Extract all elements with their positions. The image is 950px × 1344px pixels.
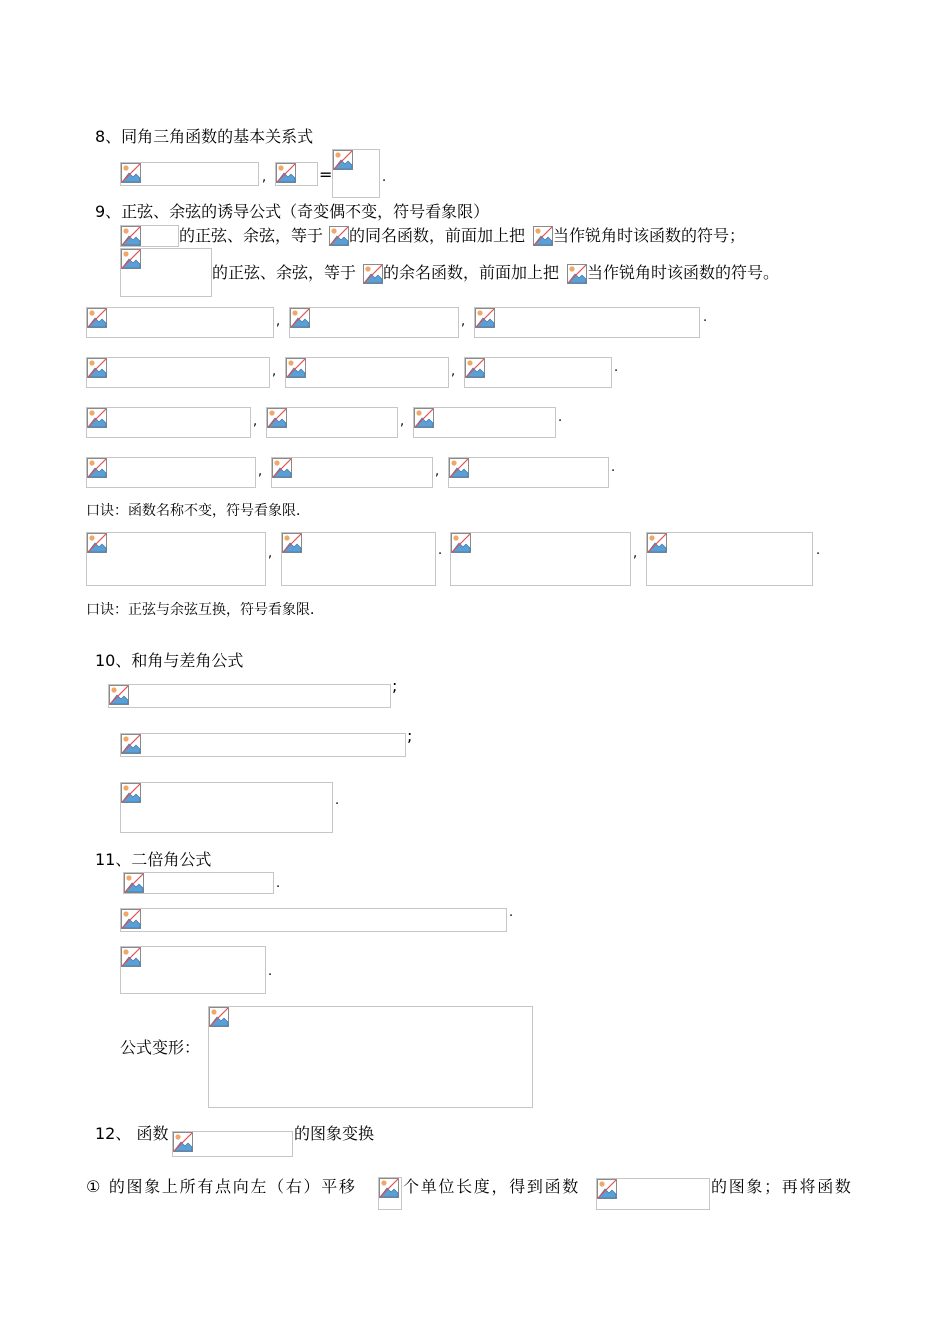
formula-image (363, 264, 383, 284)
separator: , (253, 414, 258, 429)
broken-image-icon (329, 226, 349, 246)
text-segment: 的正弦、余弦，等于 (179, 226, 324, 245)
formula-image (378, 1177, 402, 1210)
section-9-title: 9、正弦、余弦的诱导公式（奇变偶不变，符号看象限） (95, 202, 490, 221)
mnemonic-2: 口诀：正弦与余弦互换，符号看象限． (86, 602, 324, 618)
broken-image-icon (87, 308, 107, 328)
period: . (558, 410, 563, 425)
formula-image (413, 407, 556, 438)
text-segment: 个单位长度，得到函数 (403, 1177, 581, 1196)
broken-image-icon (276, 163, 296, 183)
broken-image-icon (290, 308, 310, 328)
formula-image (123, 872, 274, 894)
broken-image-icon (449, 458, 469, 478)
formula-image (281, 532, 436, 586)
broken-image-icon (109, 685, 129, 705)
broken-image-icon (121, 163, 141, 183)
semicolon: ; (392, 676, 398, 695)
broken-image-icon (124, 873, 144, 893)
formula-image (86, 532, 266, 586)
broken-image-icon (475, 308, 495, 328)
period: . (614, 360, 619, 375)
formula-image (448, 457, 609, 488)
period: . (509, 905, 514, 920)
text-segment: 的同名函数，前面加上把 (349, 226, 526, 245)
broken-image-icon (209, 1007, 229, 1027)
period: . (816, 543, 821, 558)
period: . (335, 793, 340, 808)
broken-image-icon (87, 358, 107, 378)
formula-image (464, 357, 612, 388)
formula-image (289, 307, 459, 338)
separator: , (272, 364, 277, 379)
formula-image (266, 407, 398, 438)
broken-image-icon (282, 533, 302, 553)
period: . (276, 876, 281, 891)
formula-image (208, 1006, 533, 1108)
broken-image-icon (121, 226, 141, 246)
text-segment: 的图象变换 (294, 1124, 375, 1143)
section-8-title: 8、同角三角函数的基本关系式 (95, 127, 314, 146)
text-segment: ① 的图象上所有点向左（右）平移 (86, 1177, 357, 1196)
broken-image-icon (647, 533, 667, 553)
period: . (382, 170, 387, 185)
broken-image-icon (451, 533, 471, 553)
formula-image (275, 162, 318, 186)
formula-image (120, 248, 212, 297)
section-11-title: 11、二倍角公式 (95, 850, 212, 869)
period: . (611, 460, 616, 475)
broken-image-icon (121, 249, 141, 269)
formula-image (120, 946, 266, 994)
broken-image-icon (333, 150, 353, 170)
separator: , (633, 546, 638, 561)
formula-image (120, 225, 179, 247)
formula-image (120, 908, 507, 932)
formula-image (332, 149, 380, 198)
broken-image-icon (87, 408, 107, 428)
mnemonic-1: 口诀：函数名称不变，符号看象限． (86, 503, 310, 519)
formula-image (86, 357, 270, 388)
broken-image-icon (87, 533, 107, 553)
broken-image-icon (121, 947, 141, 967)
formula-image (86, 407, 251, 438)
formula-image (474, 307, 700, 338)
broken-image-icon (414, 408, 434, 428)
separator: , (262, 170, 267, 185)
separator: , (258, 464, 263, 479)
period: . (438, 543, 443, 558)
period: . (268, 964, 273, 979)
broken-image-icon (533, 226, 553, 246)
broken-image-icon (379, 1178, 399, 1198)
formula-image (329, 226, 349, 246)
broken-image-icon (173, 1132, 193, 1152)
formula-image (567, 264, 587, 284)
formula-image (646, 532, 813, 586)
broken-image-icon (363, 264, 383, 284)
text-segment: 的图象；再将函数 (711, 1177, 853, 1196)
separator: , (276, 314, 281, 329)
broken-image-icon (597, 1179, 617, 1199)
broken-image-icon (87, 458, 107, 478)
text-segment: 的正弦、余弦，等于 (212, 263, 357, 282)
formula-image (86, 457, 256, 488)
text-segment: 当作锐角时该函数的符号。 (587, 263, 780, 282)
equals-sign: = (319, 165, 333, 184)
broken-image-icon (272, 458, 292, 478)
formula-image (86, 307, 274, 338)
formula-transform-label: 公式变形： (120, 1038, 201, 1057)
formula-image (450, 532, 631, 586)
broken-image-icon (121, 909, 141, 929)
separator: , (268, 546, 273, 561)
formula-image (120, 162, 259, 186)
semicolon: ; (407, 726, 413, 745)
broken-image-icon (267, 408, 287, 428)
formula-image (120, 782, 333, 833)
broken-image-icon (286, 358, 306, 378)
formula-image (285, 357, 449, 388)
text-segment: 的余名函数，前面加上把 (383, 263, 560, 282)
separator: , (435, 464, 440, 479)
broken-image-icon (567, 264, 587, 284)
separator: , (451, 364, 456, 379)
formula-image (596, 1178, 710, 1210)
formula-image (120, 733, 406, 757)
formula-image (172, 1131, 293, 1157)
period: . (703, 310, 708, 325)
section-12-title: 12、 函数 (95, 1124, 169, 1143)
formula-image (108, 684, 391, 708)
separator: , (400, 414, 405, 429)
broken-image-icon (121, 783, 141, 803)
separator: , (461, 314, 466, 329)
formula-image (533, 226, 553, 246)
broken-image-icon (121, 734, 141, 754)
section-10-title: 10、和角与差角公式 (95, 651, 244, 670)
text-segment: 当作锐角时该函数的符号； (553, 226, 746, 245)
broken-image-icon (465, 358, 485, 378)
formula-image (271, 457, 433, 488)
